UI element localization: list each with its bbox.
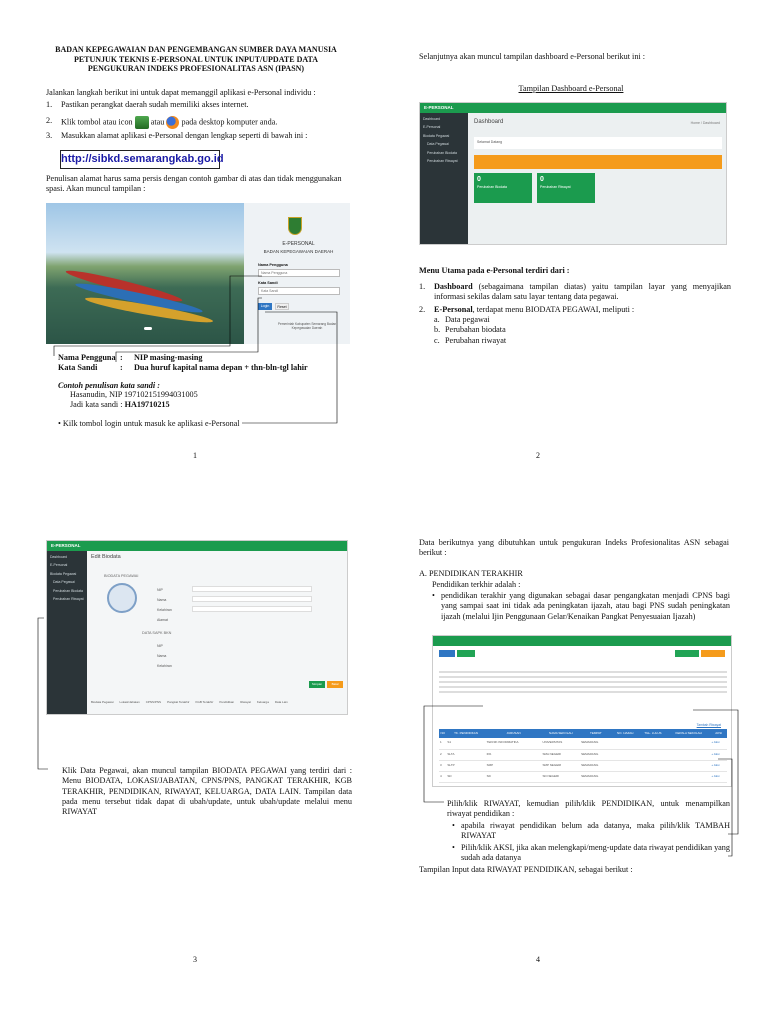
table-cell: SEMARANG	[580, 771, 612, 782]
example-line-2	[70, 400, 170, 410]
app-brand: E-PERSONAL	[51, 543, 81, 549]
table-cell	[639, 749, 667, 760]
table-cell: 4	[439, 771, 446, 782]
page-number: 3	[193, 955, 197, 964]
menu-title: Menu Utama pada e-Personal terdiri dari :	[419, 266, 570, 275]
app-brand: E-PERSONAL	[424, 105, 454, 111]
page-number: 2	[536, 451, 540, 460]
tab-biodata[interactable]: Biodata Pegawai	[91, 700, 114, 704]
table-header-cell: AKSI	[710, 729, 727, 738]
login-note-text: Kilk tombol login untuk masuk ke aplikasi e-Personal	[62, 419, 240, 428]
username-label: Nama Pengguna	[258, 263, 288, 267]
menu-list	[419, 282, 731, 317]
credential-label: Kata Sandi	[58, 363, 98, 373]
table-cell: SD NEGERI	[541, 771, 580, 782]
step-2	[46, 116, 356, 129]
field-label-alamat: Alamat	[157, 618, 168, 622]
dashboard-screenshot	[419, 102, 727, 245]
page-1	[0, 0, 384, 512]
login-footer: Pemerintah Kabupaten Semarang Badan Kepegawaian Daerah	[277, 322, 337, 330]
steps-list	[46, 100, 356, 144]
submenu-item	[434, 336, 506, 346]
instruction-item: • Pilih/klik AKSI, jika akan melengkapi/meng-update data riwayat pendidikan yang sudah ada datanya	[452, 843, 730, 864]
credential-sep: :	[120, 353, 123, 362]
page-number: 4	[536, 955, 540, 964]
step-text: atau	[150, 117, 165, 127]
aksi-button[interactable]: + Aksi	[710, 760, 727, 771]
example-text: Jadi kata sandi :	[70, 400, 125, 409]
instruction-item: • apabila riwayat pendidikan belum ada datanya, maka pilih/klik TAMBAH RIWAYAT	[452, 821, 730, 842]
example-line-1: Hasanudin, NIP 197102151994031005	[70, 390, 198, 399]
sapk-section-title: DATA SAPK BKN	[142, 631, 172, 635]
definition-item: • pendidikan terakhir yang digunakan sebagai dasar pengangkatan menjadi CPNS bagi yang sampai saat ini tidak ada peningkatan ijazah, atau bagi PNS sudah peningkatan ijazah (melalui Ijin Penggunaan Gelar/Kenaikan Pangkat Penyesuaian Ijazah)	[432, 591, 730, 622]
dashboard-caption: Tampilan Dashboard e-Personal	[518, 84, 624, 93]
export-button[interactable]	[457, 650, 475, 657]
table-row	[439, 749, 727, 760]
welcome-panel: Selamat Datang	[474, 137, 722, 149]
table-header-cell: TGL. LULUS	[639, 729, 667, 738]
biodata-topbar	[47, 541, 347, 551]
table-cell: UNIVERSITAS	[541, 738, 580, 749]
credentials	[58, 353, 358, 374]
stat-box-riwayat[interactable]: 0 Perubahan Riwayat	[537, 173, 595, 203]
sidebar-item-perubahan-biodata[interactable]: Perubahan Biodata	[427, 150, 457, 155]
step-text: Pastikan perangkat daerah sudah memiliki akses internet.	[61, 100, 249, 109]
nip-field[interactable]	[192, 586, 312, 592]
table-header-cell: NAMA SEKOLAH	[541, 729, 580, 738]
step-number: 3.	[46, 131, 53, 141]
desktop-app-icon[interactable]	[135, 116, 149, 129]
pendidikan-definition: Pendidikan terkhir adalah :	[432, 580, 521, 589]
page-2	[384, 0, 768, 512]
batal-button[interactable]: Batal	[327, 681, 343, 688]
url-note: Penulisan alamat harus sama persis dengan contoh gambar di atas dan tidak menggunakan spasi. Akan muncul tampilan :	[46, 174, 342, 194]
dashboard-heading: Dashboard	[474, 119, 504, 125]
sapk-fields	[157, 641, 172, 671]
aksi-button[interactable]: + Aksi	[710, 771, 727, 782]
item-number: 1.	[419, 282, 426, 291]
step-text: Klik tombol atau icon	[61, 117, 133, 127]
tab-keluarga[interactable]: Keluarga	[256, 700, 269, 704]
submenu-list	[434, 315, 506, 346]
simpan-button[interactable]	[675, 650, 699, 657]
table-cell	[667, 771, 710, 782]
notice-bar	[474, 155, 722, 169]
credential-row	[58, 353, 358, 363]
table-cell	[639, 760, 667, 771]
stat-box-biodata[interactable]: 0 Perubahan Biodata	[474, 173, 532, 203]
sidebar-item-data-pegawai[interactable]: Data Pegawai	[427, 142, 449, 147]
riwayat-topbar	[433, 636, 731, 646]
aksi-button[interactable]: + Aksi	[710, 738, 727, 749]
table-cell	[639, 738, 667, 749]
page-4	[384, 512, 768, 1024]
dashboard-intro: Selanjutnya akan muncul tampilan dashboard e-Personal berikut ini :	[419, 52, 646, 61]
example-password: HA19710215	[124, 400, 170, 409]
stat-label: Perubahan Biodata	[477, 184, 507, 189]
sidebar-item-dashboard[interactable]: Dashboard	[423, 117, 441, 121]
tab-riwayat[interactable]: Riwayat	[240, 700, 251, 704]
step-text: Masukkan alamat aplikasi e-Personal dengan lengkap seperti di bawah ini :	[61, 131, 308, 141]
logo-emblem	[288, 217, 302, 235]
intro-paragraph	[46, 88, 356, 98]
biodata-tabs	[91, 701, 347, 705]
password-input[interactable]	[258, 287, 340, 295]
section-pendidikan: A. PENDIDIKAN TERAKHIR	[419, 569, 523, 578]
menu-item-dashboard	[419, 282, 731, 303]
table-header-cell: NO	[439, 729, 446, 738]
dashboard-sidebar	[420, 113, 468, 244]
step-number: 2.	[46, 116, 53, 126]
table-cell	[612, 771, 639, 782]
sidebar-item-biodata[interactable]: Biodata Pegawai	[50, 571, 77, 576]
edit-biodata-heading: Edit Biodata	[91, 554, 121, 560]
reset-button[interactable]: Reset	[275, 303, 289, 310]
submenu-text: Data pegawai	[445, 315, 490, 324]
tab-pangkat[interactable]: Pangkat Terakhir	[167, 700, 190, 704]
table-cell: IPA	[486, 749, 542, 760]
field-label-kelahiran: Kelahiran	[157, 664, 172, 668]
table-cell: 2	[439, 749, 446, 760]
table-cell	[667, 749, 710, 760]
table-cell: SEMARANG	[580, 738, 612, 749]
table-body	[439, 738, 727, 782]
item-number: 2.	[419, 304, 426, 314]
username-input[interactable]	[258, 269, 340, 277]
table-header-cell: TK. PENDIDIKAN	[446, 729, 485, 738]
table-row	[439, 760, 727, 771]
field-label-nama: Nama	[157, 654, 167, 658]
riwayat-instruction: Pilih/klik RIWAYAT, kemudian pilih/klik PENDIDIKAN, untuk menampilkan riwayat pendidikan :	[447, 799, 730, 819]
table-cell	[639, 771, 667, 782]
instruction-list	[452, 821, 730, 864]
tab-cpns-pns[interactable]: CPNS/PNS	[145, 700, 162, 704]
tab-data-lain[interactable]: Data Lain	[274, 700, 288, 704]
step-1	[46, 100, 356, 110]
sidebar-item-perubahan-biodata[interactable]: Perubahan Biodata	[53, 588, 83, 593]
login-app-name: E-PERSONAL	[282, 241, 315, 247]
table-row	[439, 771, 727, 782]
login-button[interactable]: Login	[258, 303, 272, 310]
sidebar-item-dashboard[interactable]: Dashboard	[50, 555, 68, 559]
breadcrumb: Home / Dashboard	[690, 121, 720, 125]
aksi-button[interactable]: + Aksi	[710, 749, 727, 760]
input-outro: Tampilan Input data RIWAYAT PENDIDIKAN, sebagai berikut :	[419, 865, 633, 874]
table-cell: SMP NEGERI	[541, 760, 580, 771]
sidebar-item-epersonal[interactable]: E-Personal	[423, 125, 441, 130]
table-cell: 1	[439, 738, 446, 749]
table-cell: SLTP	[446, 760, 485, 771]
credential-label: Nama Pengguna	[58, 353, 116, 362]
submenu-text: Perubahan riwayat	[445, 335, 507, 345]
riwayat-screenshot	[432, 635, 732, 787]
firefox-icon[interactable]	[166, 116, 179, 129]
table-cell	[667, 760, 710, 771]
boats-illustration	[64, 271, 214, 326]
table-cell: TEKNIK INFORMATIKA	[486, 738, 542, 749]
table-cell: SD	[486, 771, 542, 782]
sidebar-item-biodata[interactable]: Biodata Pegawai	[423, 133, 450, 138]
table-row	[439, 738, 727, 749]
submenu-letter: b.	[434, 325, 441, 335]
biodata-section-title: BIODATA PEGAWAI	[104, 574, 139, 578]
table-cell: 3	[439, 760, 446, 771]
login-screenshot	[46, 203, 350, 344]
sidebar-item-perubahan-riwayat[interactable]: Perubahan Riwayat	[427, 158, 458, 163]
table-header-cell: JURUSAN	[486, 729, 542, 738]
submenu-item	[434, 315, 506, 325]
field-label-nip: NIP	[157, 588, 163, 592]
biodata-sidebar	[47, 551, 87, 714]
nama-field[interactable]	[192, 596, 312, 602]
credential-value: NIP masing-masing	[134, 353, 203, 362]
simpan-button[interactable]: Simpan	[309, 681, 325, 688]
document-title: BADAN KEPEGAWAIAN DAN PENGEMBANGAN SUMBER DAYA MANUSIA PETUNJUK TEKNIS E-PERSONAL UNTUK INPUT/UPDATE DATA PENGUKURAN INDEKS PROFESIONALITAS ASN (IPASN)	[55, 45, 337, 74]
tab-kgb[interactable]: KGB Terakhir	[195, 700, 214, 704]
tab-pendidikan[interactable]: Pendidikan	[219, 700, 235, 704]
tab-lokasi-jabatan[interactable]: Lokasi/Jabatan	[119, 700, 140, 704]
table-cell	[612, 749, 639, 760]
password-label: Kata Sandi	[258, 281, 278, 285]
table-header-cell: KEPALA SEKOLAH	[667, 729, 710, 738]
profile-photo	[107, 583, 137, 613]
credential-value: Dua huruf kapital nama depan + thn-bln-tgl lahir	[134, 363, 308, 373]
step-text: pada desktop komputer anda.	[181, 117, 278, 127]
field-label-nip: NIP	[157, 644, 163, 648]
sidebar-item-perubahan-riwayat[interactable]: Perubahan Riwayat	[53, 596, 84, 601]
menu-item-epersonal	[419, 305, 731, 315]
credential-sep: :	[120, 363, 123, 373]
credential-row	[58, 363, 358, 373]
field-label-nama: Nama	[157, 598, 167, 602]
table-cell: SEMARANG	[580, 760, 612, 771]
definition-list	[432, 591, 730, 623]
item-term: Dashboard	[434, 282, 473, 291]
table-header-cell: NO. IJAZAH	[612, 729, 639, 738]
sidebar-item-data-pegawai[interactable]: Data Pegawai	[53, 580, 75, 585]
sidebar-item-epersonal[interactable]: E-Personal	[50, 563, 68, 568]
kelahiran-field[interactable]	[192, 606, 312, 612]
login-org-name: BADAN KEPEGAWAIAN DAERAH	[263, 249, 334, 254]
tab-rows	[439, 668, 727, 696]
ipasn-intro: Data berikutnya yang dibutuhkan untuk pengukuran Indeks Profesionalitas ASN sebagai berikut :	[419, 538, 729, 558]
page-3	[0, 512, 384, 1024]
page-number: 1	[193, 451, 197, 460]
item-term: E-Personal	[434, 304, 473, 314]
table-cell	[667, 738, 710, 749]
table-cell: SD	[446, 771, 485, 782]
login-note: • Kilk tombol login untuk masuk ke aplikasi e-Personal	[58, 419, 240, 428]
biodata-fields	[157, 585, 172, 625]
table-cell: SEMARANG	[580, 749, 612, 760]
intro-text: Jalankan langkah berikut ini untuk dapat memanggil aplikasi e-Personal individu :	[46, 88, 316, 97]
biodata-screenshot	[46, 540, 348, 715]
item-text: (sebagaimana tampilan diatas) yaitu tampilan layar yang menyajikan informasi sekilas dalam satu layar tentang data pegawai.	[434, 282, 731, 302]
carousel-dots[interactable]	[144, 327, 152, 330]
riwayat-table	[439, 729, 727, 783]
table-cell: SLTA	[446, 749, 485, 760]
table-cell	[612, 760, 639, 771]
table-cell: SMP	[486, 760, 542, 771]
submenu-item	[434, 325, 506, 335]
submenu-letter: c.	[434, 335, 440, 345]
tambah-riwayat-link[interactable]: Tambah Riwayat	[696, 723, 721, 727]
step-3	[46, 131, 356, 141]
print-button[interactable]	[439, 650, 455, 657]
batal-button[interactable]	[701, 650, 725, 657]
table-cell: S1	[446, 738, 485, 749]
dashboard-topbar	[420, 103, 726, 113]
table-cell: SMA NEGERI	[541, 749, 580, 760]
item-text: , terdapat menu BIODATA PEGAWAI, meliputi :	[472, 304, 635, 314]
field-label-kelahiran: Kelahiran	[157, 608, 172, 612]
biodata-explanation: Klik Data Pegawai, akan muncul tampilan BIODATA PEGAWAI yang terdiri dari : Menu BIODATA, LOKASI/JABATAN, CPNS/PNS, PANGKAT TERAKHIR, KGB TERAKHIR, PENDIDIKAN, RIWAYAT, KELUARGA, DATA LAIN. Tampilan data pada menu tersebut tidak dapat di ubah/update, untuk ubah/update melalui menu RIWAYAT	[62, 766, 352, 816]
education-table	[439, 729, 727, 783]
table-header-cell: TEMPAT	[580, 729, 612, 738]
submenu-letter: a.	[434, 315, 440, 324]
table-cell	[612, 738, 639, 749]
example-title: Contoh penulisan kata sandi :	[58, 381, 160, 390]
stat-label: Perubahan Riwayat	[540, 184, 571, 189]
table-header	[439, 729, 727, 738]
app-url-box[interactable]: http://sibkd.semarangkab.go.id	[60, 150, 220, 169]
step-number: 1.	[46, 100, 53, 109]
submenu-text: Perubahan biodata	[445, 325, 506, 335]
